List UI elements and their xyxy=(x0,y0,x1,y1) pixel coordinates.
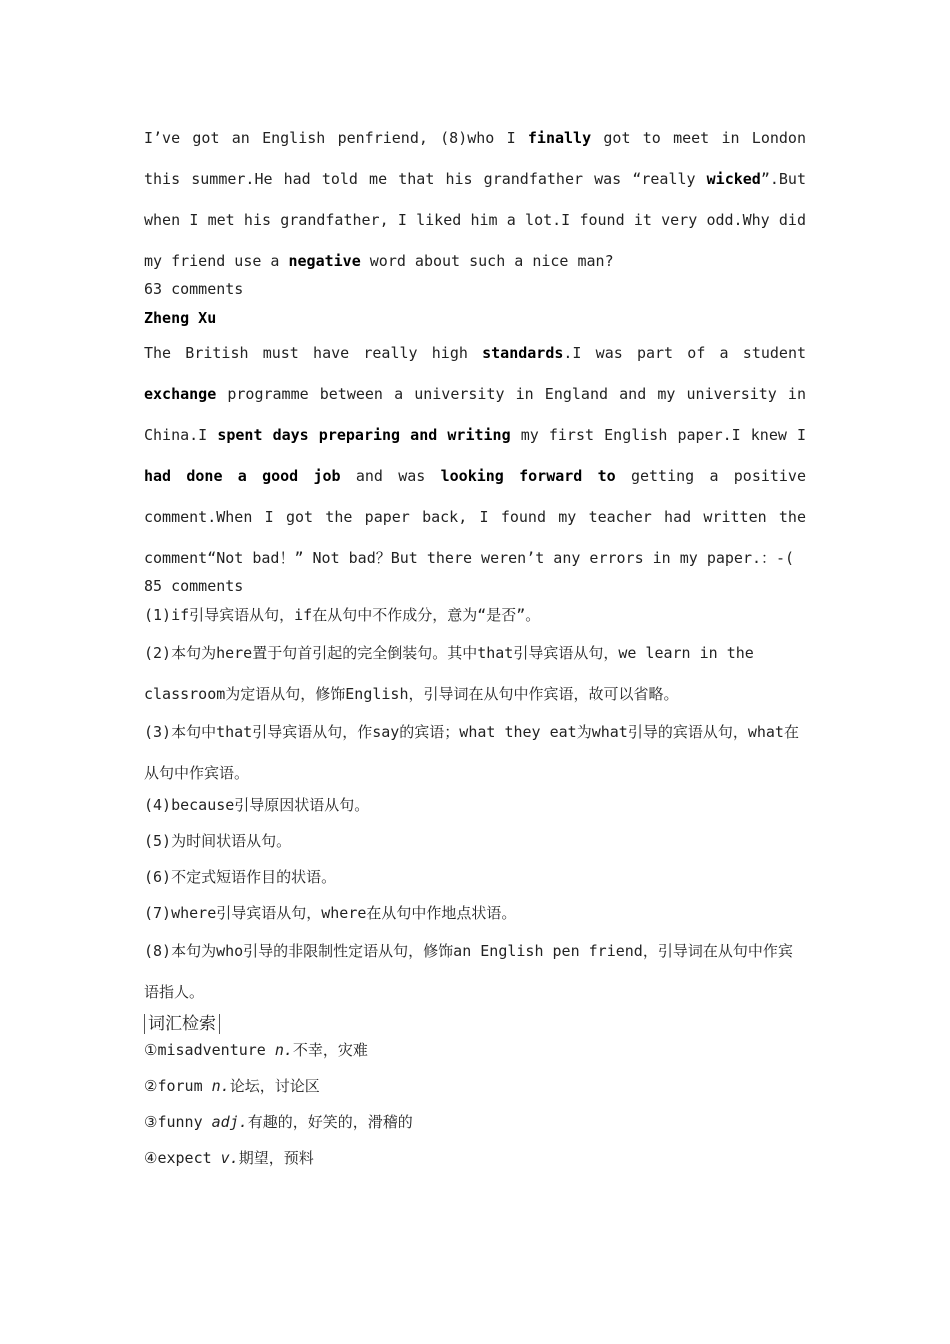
post-author: Zheng Xu xyxy=(144,309,217,327)
text-run: getting a positive comment.When I got the paper back, I found my teacher had written the comment“Not bad！” Not bad？But there weren’t any errors in my paper.：-( xyxy=(144,467,806,567)
comment-count: 63 comments xyxy=(144,280,244,298)
vocab-item xyxy=(144,1040,806,1060)
text-run: word about such a nice man? xyxy=(360,252,614,270)
keyword: had done a good job xyxy=(144,467,341,485)
vocab-item xyxy=(144,1112,806,1132)
item-number: ① xyxy=(144,1041,158,1059)
text-run: my first English paper.I knew I xyxy=(510,426,807,444)
text-run: and was xyxy=(340,467,441,485)
note-item: (7)where引导宾语从句，where在从句中作地点状语。 xyxy=(144,904,517,922)
vocab-item xyxy=(144,1076,806,1096)
item-number: ④ xyxy=(144,1149,158,1167)
keyword: finally xyxy=(527,129,592,147)
part-of-speech: n. xyxy=(274,1041,293,1059)
keyword: negative xyxy=(288,252,361,270)
post-paragraph xyxy=(144,118,806,282)
part-of-speech: adj. xyxy=(211,1113,248,1131)
vocab-meaning: 论坛，讨论区 xyxy=(229,1077,320,1095)
vocab-list xyxy=(144,1040,806,1168)
note-item: (8)本句为who引导的非限制性定语从句，修饰an English pen friend，引导词在从句中作宾语指人。 xyxy=(144,942,793,1001)
keyword: spent days preparing and writing xyxy=(217,426,511,444)
note-item: (5)为时间状语从句。 xyxy=(144,832,292,850)
text-run: I’ve got an English penfriend, (8)who I xyxy=(144,129,528,147)
vocab-word: funny xyxy=(157,1113,212,1131)
text-run: ”.But when I met his grandfather, I liked him a lot.I found it very odd.Why did my friend use a xyxy=(144,170,806,270)
text-run: The British must have really high xyxy=(144,344,483,362)
keyword: wicked xyxy=(706,170,761,188)
note-item: (4)because引导原因状语从句。 xyxy=(144,796,370,814)
post-paragraph xyxy=(144,333,806,579)
comment-count: 85 comments xyxy=(144,577,244,595)
keyword: exchange xyxy=(144,385,217,403)
vocab-meaning: 不幸，灾难 xyxy=(292,1041,368,1059)
vocab-word: expect xyxy=(157,1149,221,1167)
item-number: ③ xyxy=(144,1113,158,1131)
vocab-meaning: 有趣的，好笑的，滑稽的 xyxy=(247,1113,413,1131)
vocab-meaning: 期望，预料 xyxy=(238,1149,314,1167)
vocab-word: forum xyxy=(157,1077,212,1095)
note-item: (1)if引导宾语从句，if在从句中不作成分，意为“是否”。 xyxy=(144,606,541,624)
document-page xyxy=(144,118,806,1184)
item-number: ② xyxy=(144,1077,158,1095)
text-run: got to meet in London this summer.He had told me that his grandfather was “really xyxy=(144,129,806,188)
grammar-notes xyxy=(144,605,806,1013)
vocab-heading: 词汇检索 xyxy=(144,1014,220,1034)
part-of-speech: v. xyxy=(220,1149,239,1167)
vocab-item xyxy=(144,1148,806,1168)
keyword: standards xyxy=(482,344,564,362)
note-item: (2)本句为here置于句首引起的完全倒装句。其中that引导宾语从句，we learn in the classroom为定语从句，修饰English，引导词在从句中作宾语，故可以省略。 xyxy=(144,644,754,703)
note-item: (6)不定式短语作目的状语。 xyxy=(144,868,337,886)
text-run: .I was part of a student xyxy=(563,344,807,362)
note-item: (3)本句中that引导宾语从句，作say的宾语；what they eat为what引导的宾语从句，what在从句中作宾语。 xyxy=(144,723,799,782)
text-run: programme between a university in England and my university in China.I xyxy=(144,385,806,444)
vocab-word: misadventure xyxy=(157,1041,275,1059)
part-of-speech: n. xyxy=(211,1077,230,1095)
keyword: looking forward to xyxy=(440,467,616,485)
